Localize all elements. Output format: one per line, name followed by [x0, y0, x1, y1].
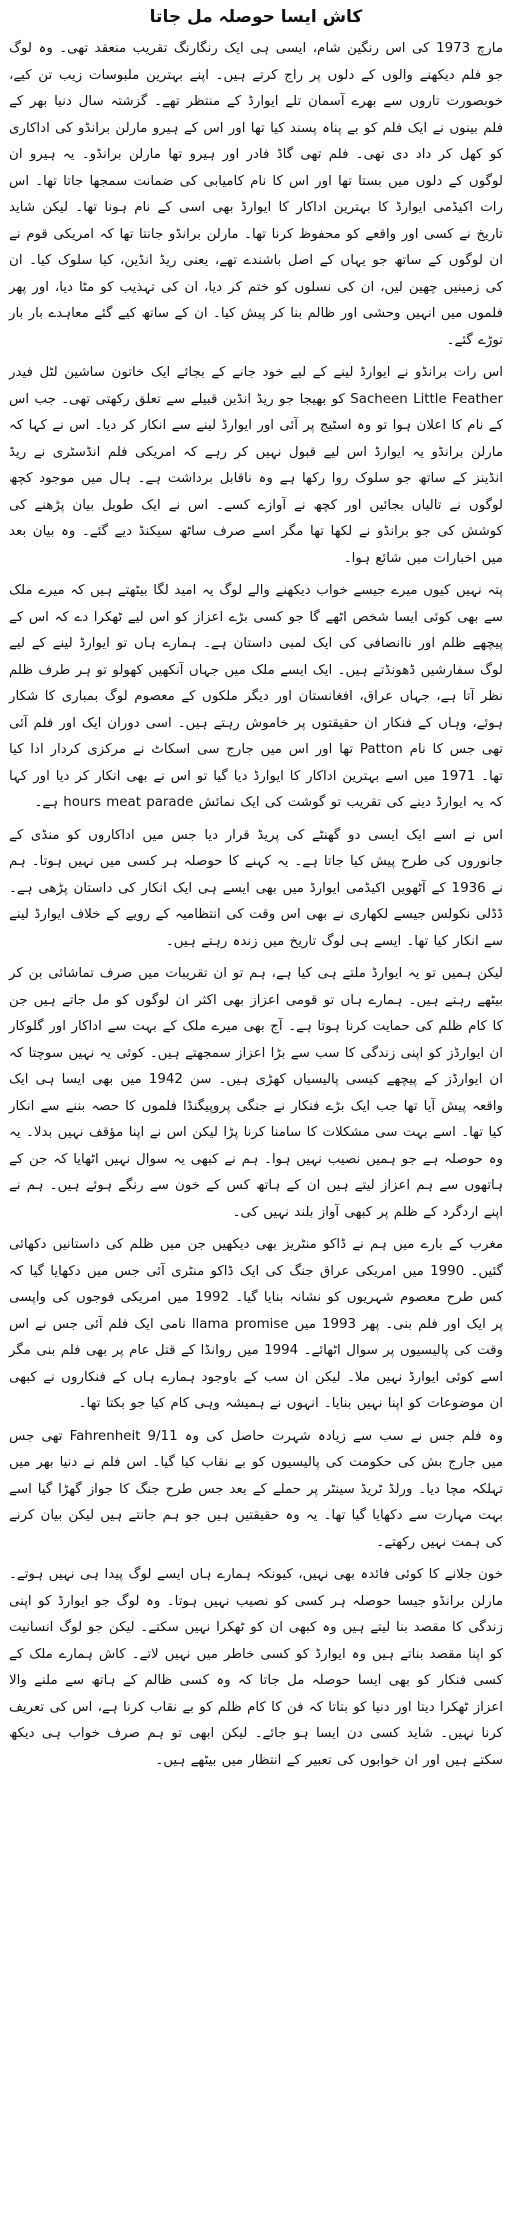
article-paragraph: خون جلانے کا کوئی فائدہ بھی نہیں، کیونکہ ہمارے ہاں ایسے لوگ پیدا ہی نہیں ہوتے۔ مارلن برانڈو جیسا حوصلہ ہر کسی کو نصیب نہیں ہوتا۔ وہ لوگ جو ایوارڈ کو اپنی زندگی کا مقصد بنا لیتے ہیں وہ کبھی ان کو ٹھکرا نہیں سکتے۔ لیکن جو لوگ انسانیت کو اپنا مقصد بناتے ہیں وہ ایوارڈ کو کسی خاطر میں نہیں لاتے۔ کاش ہمارے ملک کے کسی فنکار کو بھی ایسا حوصلہ مل جاتا کہ وہ کسی ظالم کے ہاتھ سے ملنے والا اعزاز ٹھکرا دیتا اور دنیا کو بتاتا کہ فن کا کام ظلم کو بے نقاب کرنا ہے، اس کی تعریف کرنا نہیں۔ شاید کسی دن ایسا ہو جائے۔ لیکن ابھی تو ہم صرف خواب ہی دیکھ سکتے ہیں اور ان خوابوں کی تعبیر کے انتظار میں بیٹھے ہیں۔ [9, 1567, 503, 1768]
article-paragraph: اس نے اسے ایک ایسی دو گھنٹے کی پریڈ قرار دیا جس میں اداکاروں کو منڈی کے جانوروں کی طرح پیش کیا جاتا ہے۔ یہ کہنے کا حوصلہ ہر کسی میں نہیں ہوتا۔ ہم نے 1936 کے آٹھویں اکیڈمی ایوارڈ میں بھی ایسے ہی ایک انکار کی داستان پڑھی ہے۔ ڈڈلی نکولس جیسے لکھاری نے بھی اس وقت کی انتظامیہ کے رویے کے خلاف ایوارڈ لینے سے انکار کیا تھا۔ ایسے ہی لوگ تاریخ میں زندہ رہتے ہیں۔ [9, 827, 503, 949]
article-paragraph: مارچ 1973 کی اس رنگین شام، ایسی ہی ایک رنگارنگ تقریب منعقد تھی۔ وہ لوگ جو فلم دیکھنے والوں کے دلوں پر راج کرتے ہیں۔ اپنے بہترین ملبوسات زیب تن کیے، خوبصورت تاروں سے بھرے آسمان تلے ایوارڈ کے منتظر تھے۔ گزشتہ سال دنیا بھر کے فلم بینوں نے ایک فلم کو بے پناہ پسند کیا تھا اور اس کے ہیرو مارلن برانڈو کی اداکاری کو کھل کر داد دی تھی۔ فلم تھی گاڈ فادر اور ہیرو تھا مارلن برانڈو۔ یہ ہیرو ان لوگوں کے دلوں میں بستا تھا اور اس کا نام کامیابی کی ضمانت سمجھا جاتا تھا۔ اس رات اکیڈمی ایوارڈ کا بہترین اداکار کا ایوارڈ بھی اسی کے نام ہونا تھا۔ لیکن شاید تاریخ نے کسی اور واقعے کو محفوظ کرنا تھا۔ مارلن برانڈو جانتا تھا کہ امریکی قوم نے ان لوگوں کے ساتھ جو یہاں کے اصل باشندے تھے، یعنی ریڈ انڈین، کیا سلوک کیا۔ ان کی زمینیں چھین لیں، ان کی نسلوں کو ختم کر دیا، ان کی تہذیب کو مٹا دیا، اور پھر فلموں میں انہیں وحشی اور ظالم بنا کر پیش کیا۔ ان کے ساتھ کیے گئے معاہدے بار بار توڑے گئے۔ [9, 41, 503, 348]
article-paragraph: لیکن ہمیں تو یہ ایوارڈ ملتے ہی کیا ہے، ہم تو ان تقریبات میں صرف تماشائی بن کر بیٹھے رہتے ہیں۔ ہمارے ہاں تو قومی اعزاز بھی اکثر ان لوگوں کو مل جاتے ہیں جن کا کام ظلم کی حمایت کرنا ہوتا ہے۔ آج بھی میرے ملک کے بہت سے اداکار اور گلوکار ان ایوارڈز کو اپنی زندگی کا سب سے بڑا اعزاز سمجھتے ہیں۔ کوئی یہ نہیں سوچتا کہ ان ایوارڈز کے پیچھے کیسی پالیسیاں کھڑی ہیں۔ سن 1942 میں بھی ایسا ہی ایک واقعہ پیش آیا تھا جب ایک بڑے فنکار نے جنگی پروپیگنڈا فلموں کا حصہ بننے سے انکار کیا تھا۔ اسے بہت سی مشکلات کا سامنا کرنا پڑا لیکن اس نے اپنا مؤقف نہیں بدلا۔ یہ وہ حوصلہ ہے جو ہمیں نصیب نہیں ہوا۔ ہم نے کبھی یہ سوال نہیں اٹھایا کہ جن کے ہاتھوں سے ہم اعزاز لیتے ہیں ان کے ہاتھ کس کے خون سے رنگے ہوئے ہیں۔ ہم نے اپنے اردگرد کے ظلم پر کبھی آواز بلند نہیں کی۔ [9, 966, 503, 1220]
article-title: کاش ایسا حوصلہ مل جاتا [149, 7, 363, 27]
article-paragraph: مغرب کے بارے میں ہم نے ڈاکو منٹریز بھی دیکھیں جن میں ظلم کی داستانیں دکھائی گئیں۔ 1990 میں امریکی عراق جنگ کی ایک ڈاکو منٹری آئی جس میں دکھایا گیا کہ کس طرح معصوم شہریوں کو نشانہ بنایا گیا۔ 1992 میں امریکی فوجوں کی واپسی پر ایک اور فلم بنی۔ پھر 1993 میں llama promise نامی ایک فلم آئی جس نے اس وقت کی پالیسیوں پر سوال اٹھائے۔ 1994 میں روانڈا کے قتل عام پر بھی فلم بنی مگر اسے کوئی ایوارڈ نہیں ملا۔ لیکن ان سب کے باوجود ہمارے ہاں کے فنکاروں نے کبھی ان موضوعات کو اپنا نہیں بنایا۔ انہوں نے ہمیشہ وہی کام کیا جو بکتا تھا۔ [9, 1237, 504, 1411]
article-paragraph: پتہ نہیں کیوں میرے جیسے خواب دیکھنے والے لوگ یہ امید لگا بیٹھتے ہیں کہ میرے ملک سے بھی کوئی ایسا شخص اٹھے گا جو کسی بڑے اعزاز کو اس لیے ٹھکرا دے کہ اس کے پیچھے ظلم اور ناانصافی کی ایک لمبی داستان ہے۔ ہمارے ہاں تو ایوارڈ لینے کے لیے لوگ سفارشیں ڈھونڈتے ہیں۔ ایک ایسے ملک میں جہاں آنکھیں کھولو تو ہر طرف ظلم نظر آتا ہے، جہاں عراق، افغانستان اور دیگر ملکوں کے معصوم لوگ بمباری کا شکار ہوئے، وہاں کے فنکار ان حقیقتوں پر خاموش رہتے ہیں۔ اسی دوران ایک اور فلم آئی تھی جس کا نام Patton تھا اور اس میں جارج سی اسکاٹ نے مرکزی کردار ادا کیا تھا۔ 1971 میں اسے بہترین اداکار کا ایوارڈ دیا گیا تو اس نے بھی انکار کر دیا اور کہا کہ یہ ایوارڈ دینے کی تقریب تو گوشت کی ایک نمائش hours meat parade ہے۔ [9, 583, 503, 810]
article-body [9, 36, 503, 1774]
article-paragraph: وہ فلم جس نے سب سے زیادہ شہرت حاصل کی وہ Fahrenheit 9/11 تھی جس میں جارج بش کی حکومت کی پالیسیوں کو بے نقاب کیا گیا۔ اس فلم نے دنیا بھر میں تہلکہ مچا دیا۔ ورلڈ ٹریڈ سینٹر پر حملے کے بعد جس طرح جنگ کا جواز گھڑا گیا اسے بہت مہارت سے دکھایا گیا تھا۔ یہ وہ حقیقتیں ہیں جو ہم جانتے ہیں لیکن بیان کرنے کی ہمت نہیں رکھتے۔ [9, 1428, 503, 1550]
article-paragraph: اس رات برانڈو نے ایوارڈ لینے کے لیے خود جانے کے بجائے ایک خاتون ساشین لٹل فیدر Sacheen Little Feather کو بھیجا جو ریڈ انڈین قبیلے سے تعلق رکھتی تھی۔ جب اس کے نام کا اعلان ہوا تو وہ اسٹیج پر آئی اور ایوارڈ لینے سے انکار کر دیا۔ اس نے کہا کہ مارلن برانڈو یہ ایوارڈ اس لیے قبول نہیں کر رہے کہ امریکی فلم انڈسٹری نے ریڈ انڈینز کے ساتھ جو سلوک روا رکھا ہے وہ ناقابل برداشت ہے۔ ہال میں موجود کچھ لوگوں نے تالیاں بجائیں اور کچھ نے آوازے کسے۔ اس نے ایک طویل بیان پڑھنے کی کوشش کی جو برانڈو نے لکھا تھا مگر اسے صرف ساٹھ سیکنڈ دیے گئے۔ وہ بیان بعد میں اخبارات میں شائع ہوا۔ [9, 365, 503, 566]
